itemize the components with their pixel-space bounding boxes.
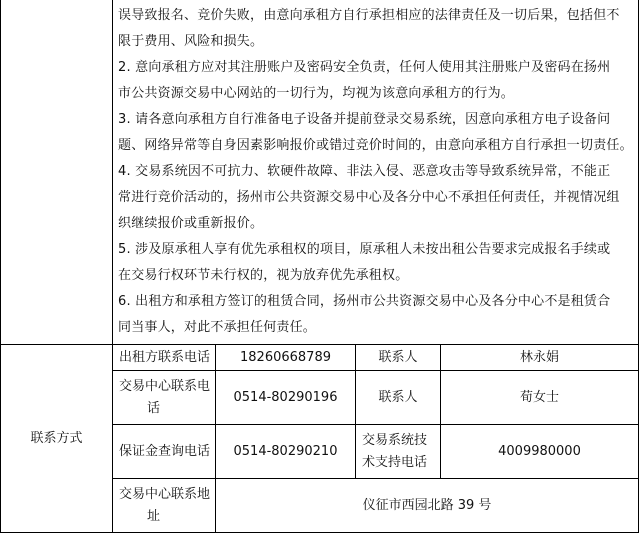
- notes-line: 3. 请各意向承租方自行准备电子设备并提前登录交易系统，因意向承租方电子设备问: [118, 112, 611, 127]
- notes-line: 市公共资源交易中心网站的一切行为，均视为该意向承租方的行为。: [118, 86, 515, 101]
- tech-support-label-line1: 交易系统技: [362, 432, 428, 448]
- table-border-right: [638, 0, 639, 533]
- deposit-query-value: 0514-80290210: [233, 443, 338, 459]
- notes-line: 5. 涉及原承租人享有优先承租权的项目，原承租人未按出租公告要求完成报名手续或: [118, 242, 611, 257]
- contact-person-value: 荀女士: [519, 389, 559, 405]
- contact-person-value: 林永娟: [519, 349, 559, 365]
- center-address-label-line2: 址: [147, 508, 161, 524]
- notes-line: 常进行竞价活动的，扬州市公共资源交易中心及各分中心不承担任何责任，并视情况组: [118, 190, 620, 205]
- tech-support-value: 4009980000: [498, 443, 581, 459]
- notes-line: 题、网络异常等自身因素影响报价或错过竞价时间的，由意向承租方自行承担一切责任。: [118, 138, 633, 153]
- deposit-query-label: 保证金查询电话: [119, 443, 211, 459]
- center-phone-value: 0514-80290196: [233, 389, 338, 405]
- tech-support-label: [356, 425, 440, 478]
- notes-line: 误导致报名、竞价失败，由意向承租方自行承担相应的法律责任及一切后果，包括但不: [118, 8, 620, 23]
- notes-line: 2. 意向承租方应对其注册账户及密码安全负责，任何人使用其注册账户及密码在扬州: [118, 60, 611, 75]
- notes-line: 织继续报价或重新报价。: [118, 216, 264, 231]
- contact-person-label: 联系人: [378, 389, 418, 405]
- notes-line: 6. 出租方和承租方签订的租赁合同，扬州市公共资源交易中心及各分中心不是租赁合: [118, 294, 611, 309]
- center-address-label: [113, 479, 215, 532]
- notes-line: 限于费用、风险和损失。: [118, 34, 264, 49]
- center-address-label-line1: 交易中心联系地: [119, 486, 211, 502]
- contact-section-label: 联系方式: [30, 430, 83, 446]
- center-phone-label: [113, 371, 215, 424]
- center-phone-label-line1: 交易中心联系电: [119, 378, 211, 394]
- tech-support-label-line2: 术支持电话: [362, 454, 428, 470]
- center-address-value: 仪征市西园北路 39 号: [362, 497, 492, 513]
- center-phone-label-line2: 话: [147, 400, 161, 416]
- notes-line: 同当事人，对此不承担任何责任。: [118, 320, 317, 335]
- notes-line: 4. 交易系统因不可抗力、软硬件故障、非法入侵、恶意攻击等导致系统异常，不能正: [118, 164, 611, 179]
- lessor-phone-value: 18260668789: [240, 349, 331, 365]
- lessor-phone-label: 出租方联系电话: [119, 349, 211, 365]
- notes-line: 在交易行权环节未行权的，视为放弃优先承租权。: [118, 268, 409, 283]
- contact-person-label: 联系人: [378, 349, 418, 365]
